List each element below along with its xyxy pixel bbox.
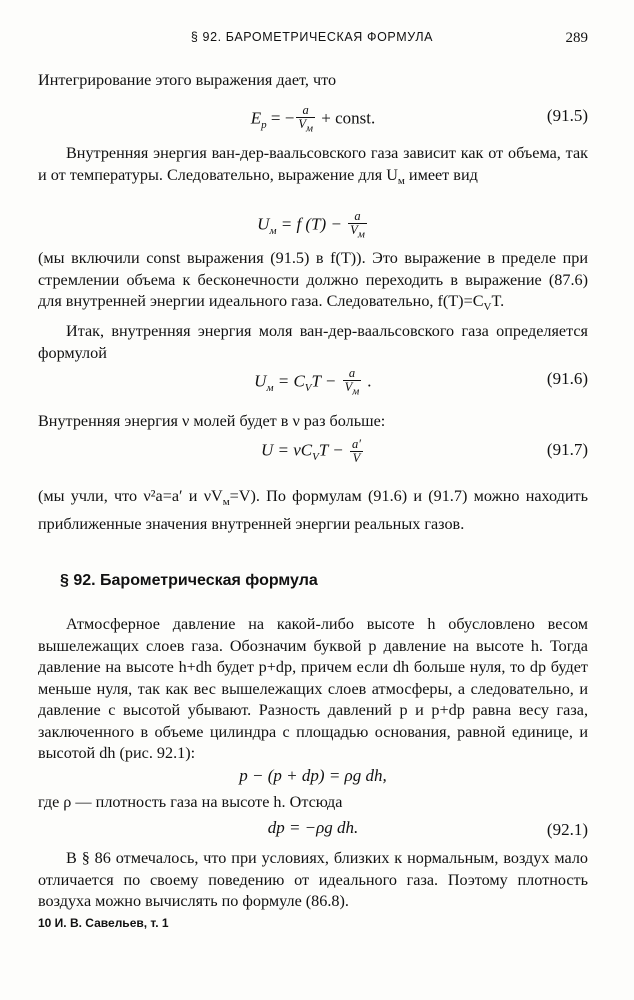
- equation-um: $U_м = f$ (T) − $\frac{a}{V_м}$: [257, 209, 365, 241]
- paragraph-formula: Итак, внутренняя энергия моля ван-дер-ваальсовского газа определяется формулой: [38, 322, 588, 362]
- footer-signature: 10 И. В. Савельев, т. 1: [38, 916, 169, 930]
- equation-number: (91.7): [546, 440, 588, 459]
- paragraph-const: (мы включили const выражения (91.5) в f(T)). Это выражение в пределе при стремлении объема к бесконечности должно переходить в выражение (87.6) для внутренней энергии идеального газа. Следовательно, $f(T)=C_VT$.: [38, 249, 588, 314]
- paragraph-internal-energy: Внутренняя энергия ван-дер-ваальсовского газа зависит как от объема, так и от температуры. Следовательно, выражение для $U_м$ имеет вид: [38, 144, 588, 187]
- equation-number: (92.1): [546, 820, 588, 839]
- running-header: [36, 30, 588, 50]
- paragraph-integration: Интегрирование этого выражения дает, что: [38, 71, 337, 89]
- equation-pressure-difference: p − (p + dp) = ρg dh,: [239, 766, 387, 785]
- paragraph-atmospheric-pressure: Атмосферное давление на какой-либо высоте h обусловлено весом вышележащих слоев газа. Обозначим буквой p давление на высоте h. Тогда давление на высоте h+dh будет p+dp, причем если dh больше нуля, то dp будет меньше нуля, так как вес вышележащих слоев атмосферы, а следовательно, и давление с высотой убывают. Разность давлений p и p+dp равна весу газа, заключенного в объеме цилиндра с площадью основания, равной единице, и высотой dh (рис. 92.1):: [38, 615, 588, 762]
- paragraph-density: где ρ — плотность газа на высоте h. Отсюда: [38, 793, 343, 811]
- paragraph-nu-moles: Внутренняя энергия ν молей будет в ν раз больше:: [38, 412, 386, 430]
- equation-number: (91.6): [546, 369, 588, 388]
- equation-number: (91.5): [546, 106, 588, 125]
- equation-91-7: $U = \nu C_VT$ − $\frac{a'}{V}$ (91.7): [261, 437, 588, 465]
- paragraph-normal-conditions: В § 86 отмечалось, что при условиях, близких к нормальным, воздух мало отличается по своему поведению от идеального газа. Поэтому плотность воздуха можно вычислять по формуле (86.8).: [38, 849, 588, 910]
- paragraph-real-gases: (мы учли, что ν²a=a′ и $\nu V_м=V$). По формулам (91.6) и (91.7) можно находить приближенные значения внутренней энергии реальных газов.: [38, 487, 588, 533]
- equation-92-1: dp = −ρg dh. (92.1): [267, 818, 588, 839]
- equation-91-5: $E_p$ = − $\frac{a}{V_м}$ + const. (91.5): [250, 103, 588, 135]
- page-number: 289: [565, 30, 588, 46]
- section-title: § 92. Барометрическая формула: [60, 572, 318, 589]
- header-title: § 92. БАРОМЕТРИЧЕСКАЯ ФОРМУЛА: [190, 30, 434, 44]
- equation-91-6: $U_м = C_VT$ − $\frac{a}{V_м}$ . (91.6): [254, 366, 588, 398]
